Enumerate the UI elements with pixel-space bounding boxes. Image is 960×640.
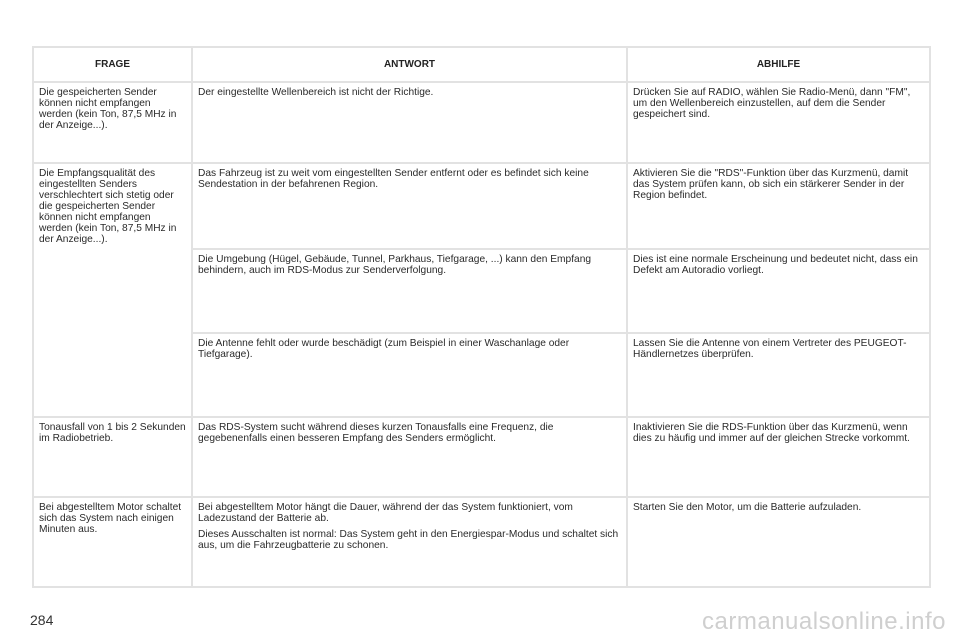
table-row [33,82,930,163]
antwort-cell [192,249,627,333]
column-header-frage: FRAGE [33,47,192,82]
antwort-cell [192,82,627,163]
frage-cell: Bei abgestelltem Motor schaltet sich das System nach einigen Minuten aus. [33,497,192,587]
antwort-cell [192,417,627,497]
antwort-cell [192,497,627,587]
watermark-text: carmanualsonline.info [702,608,946,635]
abhilfe-cell: Inaktivieren Sie die RDS-Funktion über das Kurzmenü, wenn dies zu häufig und immer auf der gleichen Strecke vorkommt. [627,417,930,497]
antwort-cell [192,163,627,249]
abhilfe-cell: Lassen Sie die Antenne von einem Vertreter des PEUGEOT-Händlernetzes überprüfen. [627,333,930,417]
antwort-text: Die Antenne fehlt oder wurde beschädigt (zum Beispiel in einer Waschanlage oder Tiefgarage). [198,338,570,360]
column-header-abhilfe: ABHILFE [627,47,930,82]
antwort-text: Dieses Ausschalten ist normal: Das System geht in den Energiespar-Modus und schaltet sich aus, um die Fahrzeugbatterie zu schonen. [198,529,619,551]
antwort-text: Der eingestellte Wellenbereich ist nicht der Richtige. [198,87,434,98]
abhilfe-cell: Starten Sie den Motor, um die Batterie aufzuladen. [627,497,930,587]
table-row [33,163,930,249]
frage-cell: Die Empfangsqualität des eingestellten Senders verschlechtert sich stetig oder die gespeicherten Sender können nicht empfangen werden (kein Ton, 87,5 MHz in der Anzeige...). [33,163,192,417]
frage-cell: Tonausfall von 1 bis 2 Sekunden im Radiobetrieb. [33,417,192,497]
antwort-text: Bei abgestelltem Motor hängt die Dauer, während der das System funktioniert, vom Ladezustand der Batterie ab. [198,502,573,524]
column-header-antwort: ANTWORT [192,47,627,82]
page-number: 284 [30,612,54,628]
table-row [33,417,930,497]
antwort-text: Die Umgebung (Hügel, Gebäude, Tunnel, Parkhaus, Tiefgarage, ...) kann den Empfang behindern, auch im RDS-Modus zur Senderverfolgung. [198,254,592,276]
abhilfe-cell: Drücken Sie auf RADIO, wählen Sie Radio-Menü, dann "FM", um den Wellenbereich einzustellen, auf dem die Sender gespeichert sind. [627,82,930,163]
frage-cell: Die gespeicherten Sender können nicht empfangen werden (kein Ton, 87,5 MHz in der Anzeige...). [33,82,192,163]
antwort-text: Das Fahrzeug ist zu weit vom eingestellten Sender entfernt oder es befindet sich keine Sendestation in der befahrenen Region. [198,168,589,190]
antwort-cell [192,333,627,417]
table-header-row [33,47,930,82]
abhilfe-cell: Dies ist eine normale Erscheinung und bedeutet nicht, dass ein Defekt am Autoradio vorliegt. [627,249,930,333]
troubleshooting-table [32,46,931,588]
abhilfe-cell: Aktivieren Sie die "RDS"-Funktion über das Kurzmenü, damit das System prüfen kann, ob sich ein stärkerer Sender in der Region befindet. [627,163,930,249]
antwort-text: Das RDS-System sucht während dieses kurzen Tonausfalls eine Frequenz, die gegebenenfalls einen besseren Empfang des Senders ermöglicht. [198,422,554,444]
table-row [33,497,930,587]
